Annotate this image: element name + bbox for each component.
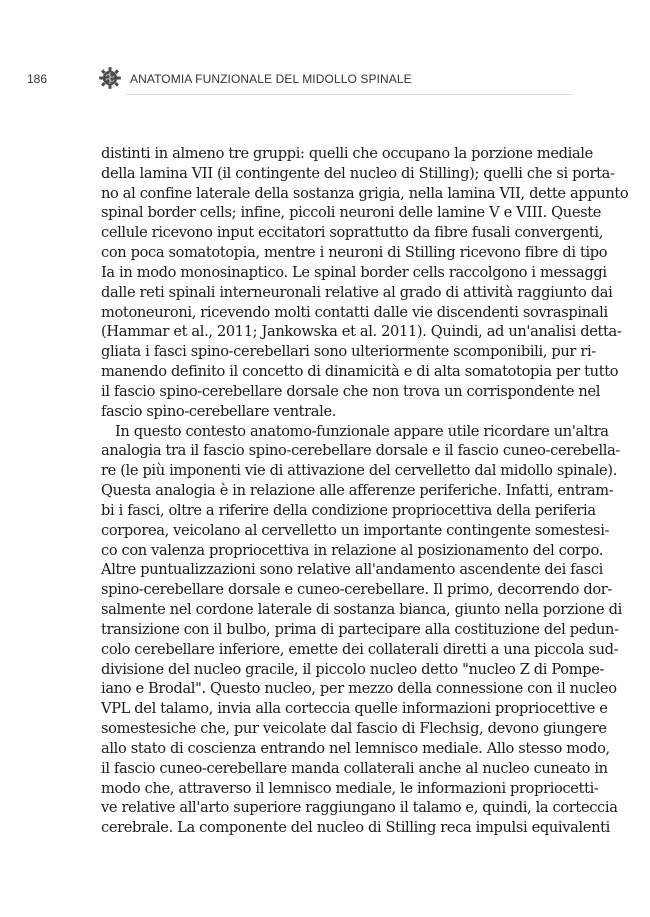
- text-line: analogia tra il fascio spino-cerebellare dorsale e il fascio cuneo-cerebella-: [101, 442, 621, 460]
- text-line: colo cerebellare inferiore, emette dei collaterali diretti a una piccola sud-: [101, 640, 619, 658]
- text-line: della lamina VII (il contingente del nucleo di Stilling); quelli che si porta-: [101, 164, 615, 182]
- body-text: [101, 144, 629, 838]
- running-title: ANATOMIA FUNZIONALE DEL MIDOLLO SPINALE: [130, 72, 412, 86]
- text-line: fascio spino-cerebellare ventrale.: [101, 402, 337, 420]
- text-line: bi i fasci, oltre a riferire della condizione propriocettiva della periferia: [101, 501, 596, 519]
- text-line: divisione del nucleo gracile, il piccolo nucleo detto "nucleo Z di Pompe-: [101, 660, 605, 678]
- text-line: ve relative all'arto superiore raggiungano il talamo e, quindi, la corteccia: [101, 799, 618, 817]
- text-line: con poca somatotopia, mentre i neuroni di Stilling ricevono fibre di tipo: [101, 244, 608, 262]
- text-line: corporea, veicolano al cervelletto un importante contingente somestesi-: [101, 521, 610, 539]
- page-number: 186: [27, 72, 48, 86]
- text-line: (Hammar et al., 2011; Jankowska et al. 2011). Quindi, ad un'analisi detta-: [101, 323, 622, 341]
- brain-gear-icon: [98, 66, 122, 90]
- text-line: il fascio cuneo-cerebellare manda collaterali anche al nucleo cuneato in: [101, 759, 608, 777]
- text-line: motoneuroni, ricevendo molti contatti dalle vie discendenti sovraspinali: [101, 303, 608, 321]
- text-line: dalle reti spinali interneuronali relative al grado di attività raggiunto dai: [101, 283, 613, 301]
- header-rule: [126, 94, 572, 95]
- text-line: allo stato di coscienza entrando nel lemnisco mediale. Allo stesso modo,: [101, 739, 610, 757]
- text-line: cellule ricevono input eccitatori soprattutto da fibre fusali convergenti,: [101, 224, 604, 242]
- text-line: Altre puntualizzazioni sono relative all'andamento ascendente dei fasci: [101, 561, 603, 579]
- text-line: gliata i fasci spino-cerebellari sono ulteriormente scomponibili, pur ri-: [101, 343, 596, 361]
- text-line: no al confine laterale della sostanza grigia, nella lamina VII, dette appunto: [101, 184, 629, 202]
- text-line: somestesiche che, pur veicolate dal fascio di Flechsig, devono giungere: [101, 720, 607, 738]
- running-header: [0, 64, 650, 94]
- text-line: re (le più imponenti vie di attivazione del cervelletto dal midollo spinale).: [101, 462, 617, 480]
- text-line: VPL del talamo, invia alla corteccia quelle informazioni propriocettive e: [101, 700, 608, 718]
- text-line: salmente nel cordone laterale di sostanza bianca, giunto nella porzione di: [101, 601, 622, 619]
- text-line: iano e Brodal". Questo nucleo, per mezzo della connessione con il nucleo: [101, 680, 617, 698]
- text-line: spinal border cells; infine, piccoli neuroni delle lamine V e VIII. Queste: [101, 204, 602, 222]
- text-line: co con valenza propriocettiva in relazione al posizionamento del corpo.: [101, 541, 604, 559]
- text-line: distinti in almeno tre gruppi: quelli che occupano la porzione mediale: [101, 145, 593, 162]
- text-line: In questo contesto anatomo-funzionale appare utile ricordare un'altra: [115, 422, 609, 440]
- text-line: il fascio spino-cerebellare dorsale che non trova un corrispondente nel: [101, 382, 601, 400]
- text-line: Ia in modo monosinaptico. Le spinal border cells raccolgono i messaggi: [101, 263, 607, 281]
- text-line: manendo definito il concetto di dinamicità e di alta somatotopia per tutto: [101, 363, 619, 381]
- text-line: transizione con il bulbo, prima di partecipare alla costituzione del pedun-: [101, 620, 619, 638]
- text-line: Questa analogia è in relazione alle afferenze periferiche. Infatti, entram-: [101, 482, 614, 500]
- text-line: spino-cerebellare dorsale e cuneo-cerebellare. Il primo, decorrendo dor-: [101, 581, 612, 599]
- text-line: cerebrale. La componente del nucleo di Stilling reca impulsi equivalenti: [101, 819, 610, 837]
- text-line: modo che, attraverso il lemnisco mediale, le informazioni propriocetti-: [101, 779, 599, 797]
